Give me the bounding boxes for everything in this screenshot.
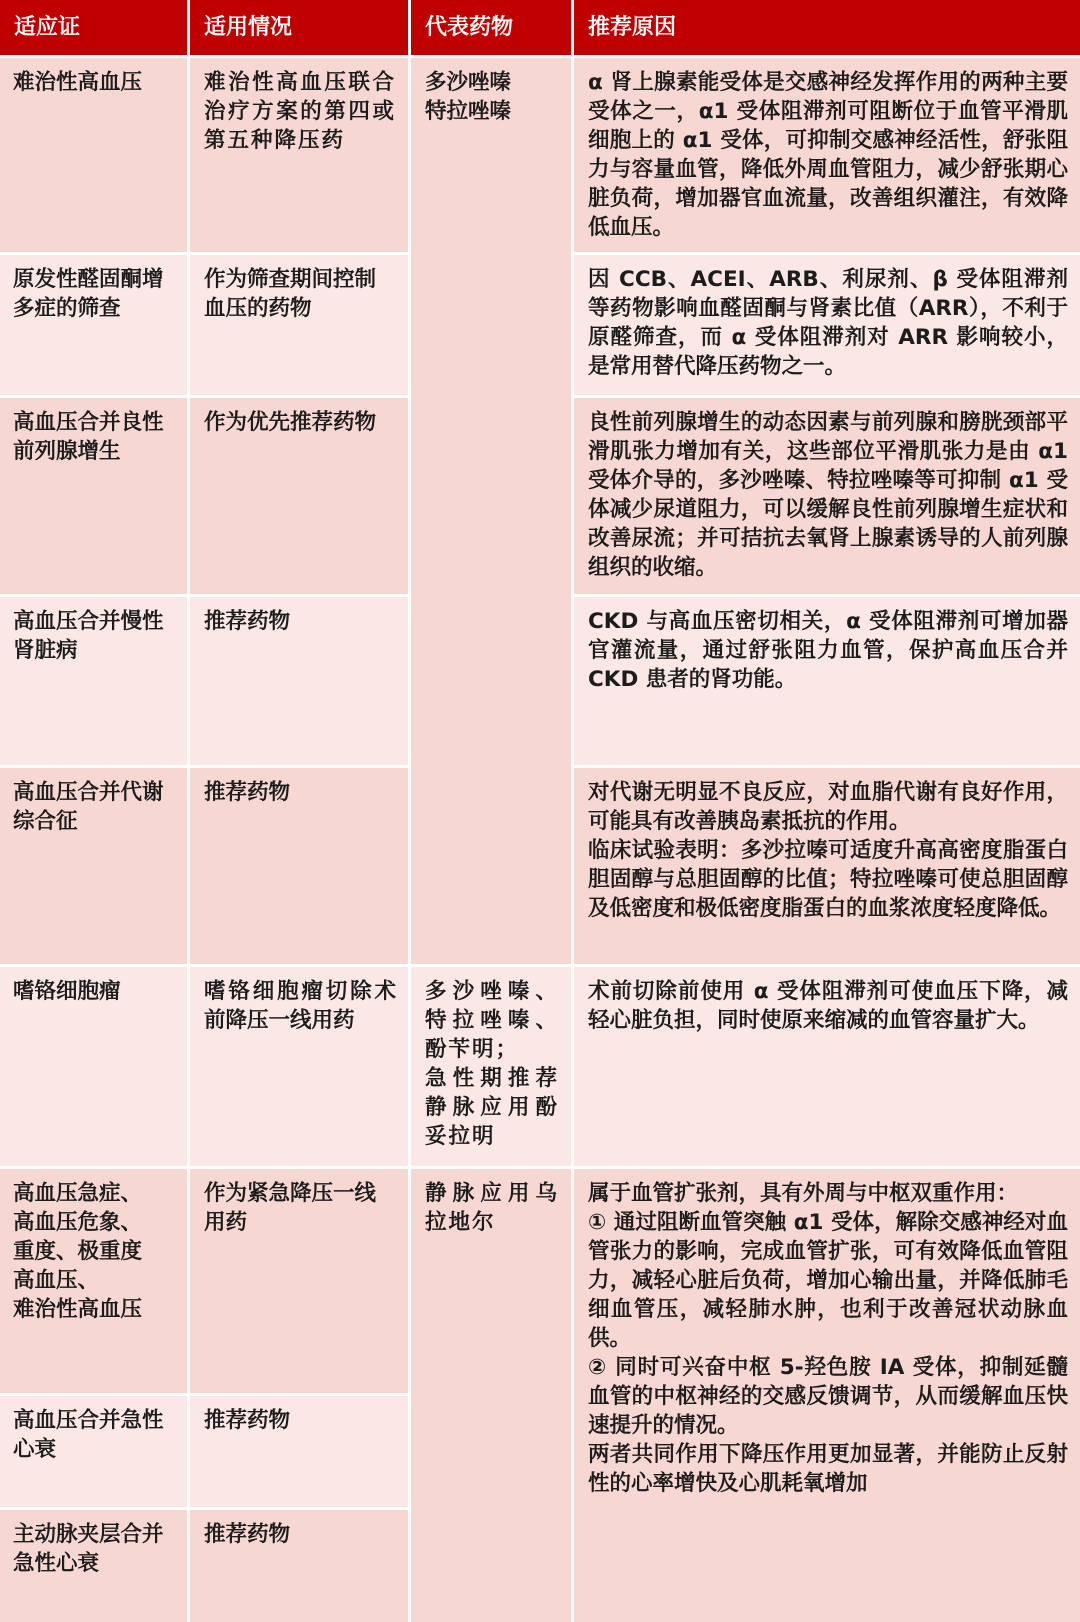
situation-cell: 作为优先推荐药物	[190, 398, 408, 594]
indication-cell: 嗜铬细胞瘤	[0, 967, 187, 1166]
indication-cell: 高血压合并良性前列腺增生	[0, 398, 187, 594]
situation-cell: 推荐药物	[190, 1396, 408, 1507]
indication-cell: 高血压合并急性心衰	[0, 1396, 187, 1507]
reason-cell: CKD 与高血压密切相关，α 受体阻滞剂可增加器官灌流量，通过舒张阻力血管，保护高血压合并 CKD 患者的肾功能。	[574, 597, 1080, 765]
situation-cell: 作为紧急降压一线用药	[190, 1169, 408, 1393]
reason-paragraph: ① 通过阻断血管突触 α1 受体，解除交感神经对血管张力的影响，完成血管扩张，可有效降低血管阻力，减轻心脏后负荷，增加心输出量，并降低肺毛细血管压，减轻肺水肿，也利于改善冠状动脉血供。	[588, 1210, 1068, 1351]
indication-line: 高血压、	[13, 1268, 100, 1293]
reason-paragraph: 对代谢无明显不良反应，对血脂代谢有良好作用，可能具有改善胰岛素抵抗的作用。	[588, 780, 1068, 834]
reason-paragraph: 属于血管扩张剂，具有外周与中枢双重作用：	[588, 1181, 1019, 1206]
drug-name: 静脉应用乌拉地尔	[425, 1181, 559, 1235]
reason-paragraph: 两者共同作用下降压作用更加显著，并能防止反射性的心率增快及心肌耗氧增加	[588, 1442, 1068, 1496]
indication-line: 难治性高血压	[13, 1297, 143, 1322]
reason-cell: 良性前列腺增生的动态因素与前列腺和膀胱颈部平滑肌张力增加有关，这些部位平滑肌张力是由 α1 受体介导的，多沙唑嗪、特拉唑嗪等可抑制 α1 受体减少尿道阻力，可以缓解良性前列腺增生症状和改善尿流；并可拮抗去氧肾上腺素诱导的人前列腺组织的收缩。	[574, 398, 1080, 594]
indication-line: 重度、极重度	[13, 1239, 143, 1264]
reason-cell	[574, 768, 1080, 964]
indication-cell	[0, 1169, 187, 1393]
indication-cell: 主动脉夹层合并急性心衰	[0, 1510, 187, 1622]
header-indication: 适应证	[0, 0, 187, 55]
drug-name: 多沙唑嗪、特拉唑嗪、酚苄明；	[425, 979, 559, 1062]
header-reason: 推荐原因	[574, 0, 1080, 55]
reason-paragraph: 临床试验表明：多沙拉嗪可适度升高高密度脂蛋白胆固醇与总胆固醇的比值；特拉唑嗪可使总胆固醇及低密度和极低密度脂蛋白的血浆浓度轻度降低。	[588, 838, 1068, 921]
reason-paragraph: ② 同时可兴奋中枢 5-羟色胺 IA 受体，抑制延髓血管的中枢神经的交感反馈调节，从而缓解血压快速提升的情况。	[588, 1355, 1068, 1438]
header-drugs: 代表药物	[411, 0, 571, 55]
drug-name: 急性期推荐静脉应用酚妥拉明	[425, 1066, 559, 1149]
drug-name: 多沙唑嗪	[425, 70, 512, 95]
reason-cell: α 肾上腺素能受体是交感神经发挥作用的两种主要受体之一，α1 受体阻滞剂可阻断位于血管平滑肌细胞上的 α1 受体，可抑制交感神经活性，舒张阻力与容量血管，降低外周血管阻力，减少舒张期心脏负荷，增加器官血流量，改善组织灌注，有效降低血压。	[574, 58, 1080, 252]
indication-cell: 高血压合并代谢综合征	[0, 768, 187, 964]
situation-cell: 难治性高血压联合治疗方案的第四或第五种降压药	[190, 58, 408, 252]
indication-cell: 高血压合并慢性肾脏病	[0, 597, 187, 765]
drugs-cell	[411, 967, 571, 1166]
situation-cell: 作为筛查期间控制血压的药物	[190, 255, 408, 395]
indication-cell: 难治性高血压	[0, 58, 187, 252]
situation-cell: 嗜铬细胞瘤切除术前降压一线用药	[190, 967, 408, 1166]
situation-cell: 推荐药物	[190, 1510, 408, 1622]
indication-line: 高血压危象、	[13, 1210, 143, 1235]
reason-cell: 因 CCB、ACEI、ARB、利尿剂、β 受体阻滞剂等药物影响血醛固酮与肾素比值（ARR），不利于原醛筛查，而 α 受体阻滞剂对 ARR 影响较小，是常用替代降压药物之一。	[574, 255, 1080, 395]
situation-cell: 推荐药物	[190, 597, 408, 765]
situation-cell: 推荐药物	[190, 768, 408, 964]
reason-cell	[574, 1169, 1080, 1622]
reason-cell: 术前切除前使用 α 受体阻滞剂可使血压下降，减轻心脏负担，同时使原来缩减的血管容量扩大。	[574, 967, 1080, 1166]
indication-cell: 原发性醛固酮增多症的筛查	[0, 255, 187, 395]
header-situation: 适用情况	[190, 0, 408, 55]
indication-line: 高血压急症、	[13, 1181, 143, 1206]
drugs-cell	[411, 58, 571, 964]
drug-name: 特拉唑嗪	[425, 99, 512, 124]
drugs-cell	[411, 1169, 571, 1622]
